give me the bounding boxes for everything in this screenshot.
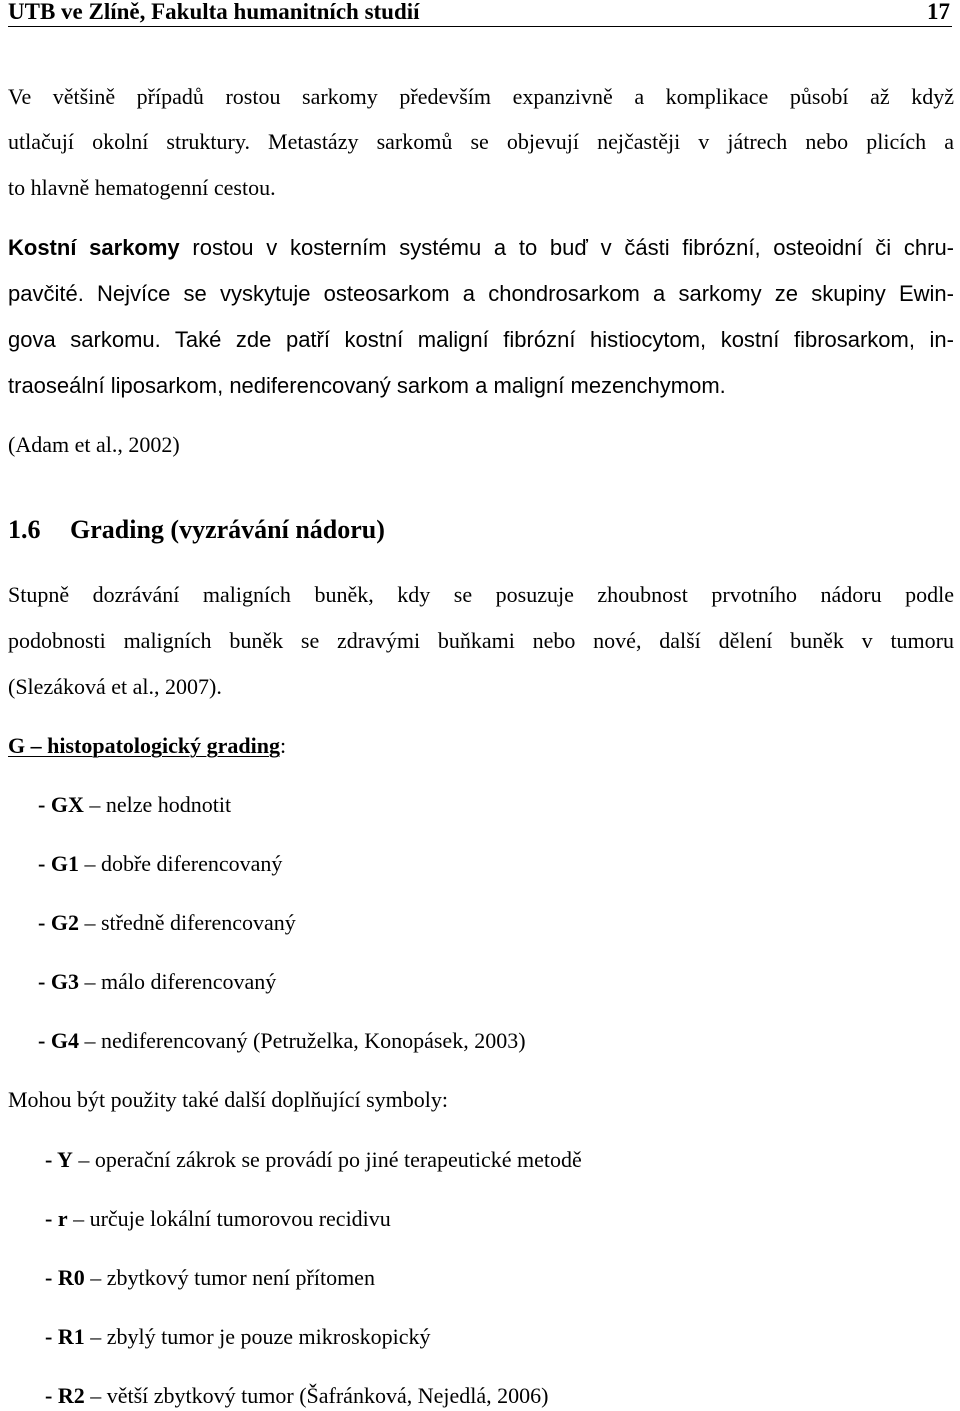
para2-line3: gova sarkomu. Také zde patří kostní maligní fibrózní histiocytom, kostní fibrosarkom, in- [8, 327, 954, 352]
para1-line2: utlačují okolní struktury. Metastázy sarkomů se objevují nejčastěji v játrech nebo plicích a [8, 129, 954, 154]
header-title: UTB ve Zlíně, Fakulta humanitních studií [8, 0, 420, 24]
page-number: 17 [927, 0, 950, 24]
section-heading [8, 515, 954, 544]
symbol-item: - R0 – zbytkový tumor není přítomen [45, 1265, 375, 1290]
para2-line1: Kostní sarkomy rostou v kosterním systému a to buď v části fibrózní, osteoidní či chru- [8, 235, 955, 260]
page-header [8, 0, 952, 27]
grading-item: - G2 – středně diferencovaný [38, 910, 296, 935]
section-number: 1.6 [8, 515, 41, 544]
citation: (Adam et al., 2002) [8, 432, 180, 457]
bold-term: Kostní sarkomy [8, 235, 180, 260]
symbol-item: - Y – operační zákrok se provádí po jiné terapeutické metodě [45, 1147, 582, 1172]
section-title: Grading (vyzrávání nádoru) [70, 515, 385, 544]
grading-item: - G1 – dobře diferencovaný [38, 851, 283, 876]
symbol-item: - R1 – zbylý tumor je pouze mikroskopický [45, 1324, 431, 1349]
symbol-item: - r – určuje lokální tumorovou recidivu [45, 1206, 391, 1231]
para3-line3: (Slezáková et al., 2007). [8, 674, 222, 699]
grading-item: - G4 – nediferencovaný (Petruželka, Konopásek, 2003) [38, 1028, 526, 1053]
grading-heading: G – histopatologický grading: [8, 733, 287, 758]
symbols-intro: Mohou být použity také další doplňující symboly: [8, 1087, 448, 1112]
para1-line1: Ve většině případů rostou sarkomy především expanzivně a komplikace působí až když [8, 84, 954, 109]
para3-line2: podobnosti maligních buněk se zdravými buňkami nebo nové, další dělení buněk v tumoru [8, 628, 954, 653]
grading-item: - GX – nelze hodnotit [38, 792, 232, 817]
grading-item: - G3 – málo diferencovaný [38, 969, 277, 994]
para1-line3: to hlavně hematogenní cestou. [8, 175, 276, 200]
para2-line2: pavčité. Nejvíce se vyskytuje osteosarkom a chondrosarkom a sarkomy ze skupiny Ewin- [8, 281, 954, 306]
para2-line4: traoseální liposarkom, nediferencovaný sarkom a maligní mezenchymom. [8, 373, 726, 398]
symbol-item: - R2 – větší zbytkový tumor (Šafránková, Nejedlá, 2006) [45, 1383, 549, 1408]
para3-line1: Stupně dozrávání maligních buněk, kdy se posuzuje zhoubnost prvotního nádoru podle [8, 582, 954, 607]
